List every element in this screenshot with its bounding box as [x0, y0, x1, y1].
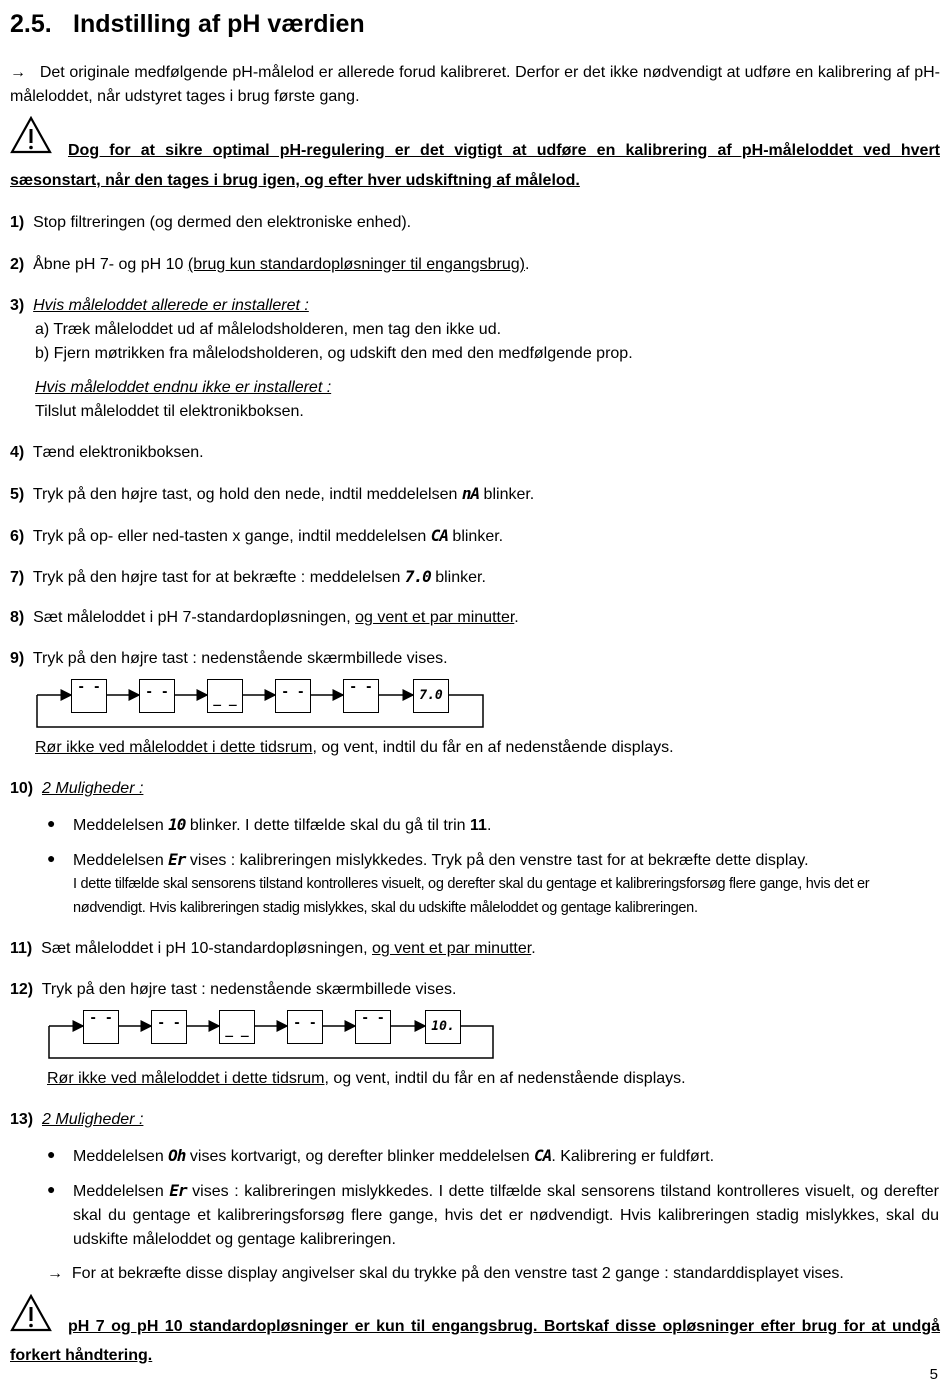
warning-text-2: pH 7 og pH 10 standardopløsninger er kun til engangsbrug. Bortskaf disse opløsninger efter brug for at undgå forkert håndtering. — [10, 1318, 940, 1364]
step-8: 8) Sæt måleloddet i pH 7-standardopløsningen, og vent et par minutter. — [10, 609, 519, 626]
display-box: - - — [71, 679, 107, 713]
display-box: - - — [83, 1010, 119, 1044]
step-1: 1) Stop filtreringen (og dermed den elektroniske enhed). — [10, 214, 412, 231]
lcd-oh: Oh — [168, 1146, 186, 1165]
lcd-er: Er — [169, 1181, 187, 1200]
step-3: 3) Hvis måleloddet allerede er installeret : — [10, 297, 309, 314]
display-box: - - — [355, 1010, 391, 1044]
lcd-7-0: 7.0 — [404, 567, 431, 586]
lcd-10: 10 — [168, 815, 186, 834]
step-6: 6) Tryk på op- eller ned-tasten x gange, indtil meddelelsen CA blinker. — [10, 526, 504, 545]
step-3c: Tilslut måleloddet til elektronikboksen. — [35, 403, 304, 420]
bullet-icon: ● — [47, 815, 56, 831]
step-5: 5) Tryk på den højre tast, og hold den nede, indtil meddelelsen nA blinker. — [10, 484, 535, 503]
step-13-confirm: → For at bekræfte disse display angivelser skal du trykke på den venstre tast 2 gange : standarddisplayet vises. — [47, 1265, 844, 1282]
step-3-condition-2: Hvis måleloddet endnu ikke er installeret : — [35, 379, 332, 396]
step-13-option-2: Meddelelsen Er vises : kalibreringen mislykkedes. I dette tilfælde skal sensorens tilstand kontrolleres visuelt, og derefter skal du gentage et kalibreringsforsøg flere gange, hvis det er nødvendigt. Hvis kalibreringen stadig mislykkes, skal du udskifte måleloddet og gentage kalibreringen. — [73, 1181, 940, 1248]
step-10: 10) 2 Muligheder : — [10, 780, 144, 797]
display-box: _ _ — [207, 679, 243, 713]
display-box: - - — [275, 679, 311, 713]
step-7: 7) Tryk på den højre tast for at bekræfte : meddelelsen 7.0 blinker. — [10, 567, 486, 586]
display-box: _ _ — [219, 1010, 255, 1044]
display-box: 10. — [425, 1010, 461, 1044]
step-10-option-2-detail: I dette tilfælde skal sensorens tilstand kontrolleres visuelt, og derefter skal du gentage et kalibreringsforsøg flere gange, hvis det er nødvendigt. Hvis kalibreringen stadig mislykkes, skal du udskifte måleloddet og gentage kalibreringen. — [73, 876, 870, 916]
display-sequence-2 — [47, 1007, 497, 1061]
display-box: - - — [139, 679, 175, 713]
lcd-ca: CA — [534, 1146, 552, 1165]
display-box: - - — [287, 1010, 323, 1044]
bullet-icon: ● — [47, 850, 56, 866]
display-box: - - — [151, 1010, 187, 1044]
section-heading: 2.5. Indstilling af pH værdien — [10, 10, 365, 38]
display-box: - - — [343, 679, 379, 713]
step-3b: b) Fjern møtrikken fra målelodsholderen, og udskift den med den medfølgende prop. — [35, 345, 633, 362]
step-2: 2) Åbne pH 7- og pH 10 (brug kun standardopløsninger til engangsbrug). — [10, 256, 530, 273]
step-13-option-1: Meddelelsen Oh vises kortvarigt, og derefter blinker meddelelsen CA. Kalibrering er fuldført. — [73, 1146, 715, 1165]
step-10-option-1: Meddelelsen 10 blinker. I dette tilfælde skal du gå til trin 11. — [73, 815, 492, 834]
step-4: 4) Tænd elektronikboksen. — [10, 444, 204, 461]
arrow-icon: → — [10, 64, 26, 81]
bullet-icon: ● — [47, 1146, 56, 1162]
bullet-icon: ● — [47, 1181, 56, 1197]
lcd-na: nA — [461, 484, 480, 503]
page-number: 5 — [929, 1366, 938, 1383]
lcd-ca: CA — [430, 526, 448, 545]
step-3a: a) Træk måleloddet ud af målelodsholderen, men tag den ikke ud. — [35, 321, 502, 338]
warning-text-1: Dog for at sikre optimal pH-regulering er det vigtigt at udføre en kalibrering af pH-måleloddet ved hvert sæsonstart, når den tages i brug igen, og efter hver udskiftning af målelod. — [10, 142, 940, 189]
lcd-er: Er — [168, 850, 186, 869]
display-box: 7.0 — [413, 679, 449, 713]
step-9-note: Rør ikke ved måleloddet i dette tidsrum, og vent, indtil du får en af nedenstående displays. — [35, 739, 674, 756]
step-9: 9) Tryk på den højre tast : nedenstående skærmbillede vises. — [10, 650, 448, 667]
step-12-note: Rør ikke ved måleloddet i dette tidsrum, og vent, indtil du får en af nedenstående displays. — [47, 1070, 686, 1087]
arrow-icon: → — [47, 1265, 63, 1282]
step-13: 13) 2 Muligheder : — [10, 1111, 144, 1128]
display-sequence-1 — [35, 676, 485, 730]
step-12: 12) Tryk på den højre tast : nedenstående skærmbillede vises. — [10, 981, 457, 998]
intro-paragraph: → Det originale medfølgende pH-målelod er allerede forud kalibreret. Derfor er det ikke nødvendigt at udføre en kalibrering af pH-måleloddet, når udstyret tages i brug første gang. — [10, 64, 940, 105]
step-11: 11) Sæt måleloddet i pH 10-standardopløsningen, og vent et par minutter. — [10, 940, 536, 957]
step-10-option-2: Meddelelsen Er vises : kalibreringen mislykkedes. Tryk på den venstre tast for at bekræfte dette display. — [73, 850, 809, 869]
